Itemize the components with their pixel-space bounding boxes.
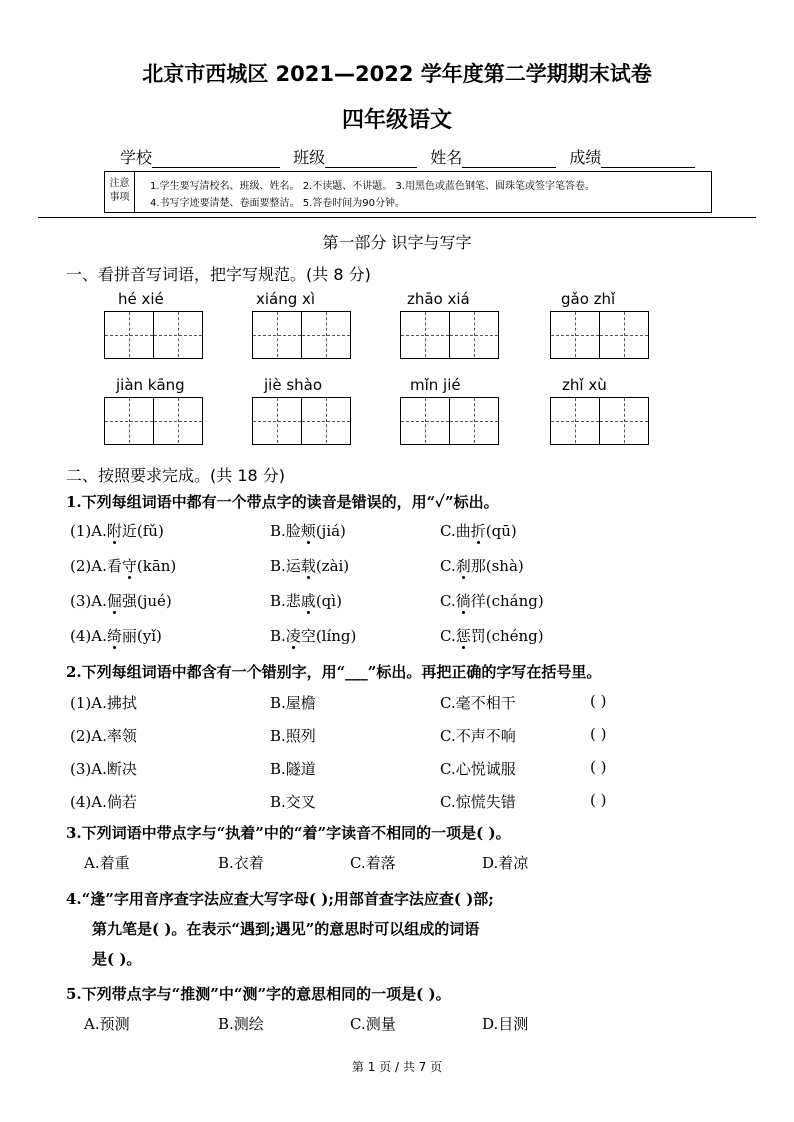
- dotted-char: 附: [106, 522, 122, 540]
- q1-row-3: [70, 590, 172, 611]
- dotted-char: 刹: [455, 557, 471, 575]
- answer-bracket[interactable]: ( ): [590, 758, 607, 776]
- q3-option-d[interactable]: [482, 852, 528, 873]
- pinyin-2: xiáng xì: [256, 290, 316, 308]
- q1-r4-b-suffix: 空(líng): [300, 627, 357, 645]
- q1-r4-a-suffix: 丽(yǐ): [121, 627, 162, 645]
- part-title: 第一部分 识字与写字: [322, 233, 472, 252]
- pinyin-3: zhāo xiá: [407, 290, 470, 308]
- q2-r2-c: C.不声不响: [440, 727, 516, 745]
- q5-option-a[interactable]: A.预测: [84, 1015, 130, 1033]
- q1-row-2: [70, 555, 176, 576]
- q1-row-4-b: [270, 625, 356, 646]
- divider: [38, 217, 756, 218]
- question-4-line-1: 4.“逢”字用音序查字法应查大写字母( );用部首查字法应查( )部;: [66, 890, 494, 908]
- q1-r4-a-prefix: (4)A.: [70, 627, 107, 645]
- q2-r4-c: C.惊慌失错: [440, 793, 516, 811]
- q1-r1-a-suffix: 近(fǔ): [121, 522, 164, 540]
- q1-r4-c-prefix: C.: [440, 627, 456, 645]
- name-field[interactable]: [462, 151, 556, 168]
- writing-grid[interactable]: [252, 311, 351, 359]
- page-footer: 第 1 页 / 共 7 页: [351, 1060, 443, 1074]
- dotted-char: 倔: [106, 592, 122, 610]
- question-2: 2.下列每组词语中都含有一个错别字，用“___”标出。再把正确的字写在括号里。: [66, 663, 602, 681]
- class-field[interactable]: [325, 151, 417, 168]
- q1-r3-c-suffix: 徉(cháng): [470, 592, 544, 610]
- notes-label-1: 注意: [109, 178, 130, 189]
- dotted-char: 载: [300, 557, 316, 575]
- name-label: 姓名: [430, 148, 463, 167]
- exam-title: 北京市西城区 2021—2022 学年度第二学期期末试卷: [142, 62, 652, 86]
- question-4-line-3: 是( )。: [92, 950, 142, 968]
- q3-option-c[interactable]: [350, 852, 396, 873]
- pinyin-8: zhǐ xù: [562, 376, 607, 394]
- q1-r1-c-prefix: C.曲: [440, 522, 471, 540]
- q1-row-2-b: [270, 555, 349, 576]
- q1-r1-b-suffix: (jiá): [315, 522, 346, 540]
- writing-grid[interactable]: [104, 311, 203, 359]
- q1-r2-c-suffix: 那(shà): [470, 557, 524, 575]
- question-4-line-2: 第九笔是( )。在表示“遇到;遇见”的意思时可以组成的词语: [92, 920, 480, 938]
- notes-line-1: 1.学生要写清校名、班级、姓名。 2.不读题、不讲题。 3.用黑色或蓝色钢笔、圆珠笔或签字笔答卷。: [150, 181, 595, 192]
- writing-grid[interactable]: [550, 311, 649, 359]
- dotted-char: 惩: [455, 627, 471, 645]
- school-field[interactable]: [152, 151, 280, 168]
- dotted-char: 绮: [106, 627, 122, 645]
- section2-title: 二、按照要求完成。(共 18 分): [66, 466, 286, 485]
- score-field[interactable]: [601, 151, 695, 168]
- q2-r3-c: C.心悦诚服: [440, 760, 516, 778]
- q1-r2-a-suffix: (kān): [136, 557, 177, 575]
- q1-row-2-c: [440, 555, 524, 576]
- q1-r1-c-suffix: (qū): [485, 522, 517, 540]
- question-1: 1.下列每组词语中都有一个带点字的读音是错误的，用“✓”标出。: [66, 493, 499, 511]
- q1-row-3-b: [270, 590, 342, 611]
- q1-row-1-b: [270, 520, 346, 541]
- q1-row-3-c: [440, 590, 544, 611]
- q1-r3-b-suffix: (qì): [315, 592, 342, 610]
- writing-grid[interactable]: [550, 397, 649, 445]
- q2-r1-b: B.屋檐: [270, 694, 316, 712]
- q3-option-a[interactable]: [84, 852, 130, 873]
- q1-row-1: [70, 520, 164, 541]
- exam-subtitle: 四年级语文: [341, 108, 452, 133]
- q3-option-c-text: C.着落: [350, 854, 396, 872]
- pinyin-4: gǎo zhǐ: [561, 290, 616, 308]
- q1-row-4-c: [440, 625, 544, 646]
- pinyin-1: hé xié: [118, 290, 164, 308]
- q3-option-a-text: A.着重: [84, 854, 130, 872]
- q1-r4-c-suffix: 罚(chéng): [470, 627, 544, 645]
- pinyin-6: jiè shào: [264, 376, 323, 394]
- q1-r2-c-prefix: C.: [440, 557, 456, 575]
- q1-r2-b-prefix: B.运: [270, 557, 301, 575]
- q2-r1-c: C.毫不相干: [440, 694, 516, 712]
- q1-r3-a-suffix: 强(jué): [121, 592, 172, 610]
- notes-box: [104, 171, 712, 213]
- q2-r4-b: B.交叉: [270, 793, 316, 811]
- q1-r3-a-prefix: (3)A.: [70, 592, 107, 610]
- pinyin-5: jiàn kāng: [116, 376, 185, 394]
- q1-r3-c-prefix: C.: [440, 592, 456, 610]
- q1-row-4: [70, 625, 162, 646]
- q3-option-d-text: D.着凉: [482, 854, 529, 872]
- dotted-char: 颊: [300, 522, 316, 540]
- q2-r4-a: (4)A.倘若: [70, 793, 137, 811]
- q3-option-b-text: B.衣着: [218, 854, 264, 872]
- dotted-char: 凌: [285, 627, 301, 645]
- q1-r2-b-suffix: (zài): [315, 557, 350, 575]
- writing-grid[interactable]: [400, 311, 499, 359]
- answer-bracket[interactable]: ( ): [590, 692, 607, 710]
- dotted-char: 守: [121, 557, 137, 575]
- notes-label-2: 事项: [109, 192, 130, 203]
- writing-grid[interactable]: [400, 397, 499, 445]
- q2-r3-a: (3)A.断决: [70, 760, 137, 778]
- q1-r1-a-prefix: (1)A.: [70, 522, 107, 540]
- answer-bracket[interactable]: ( ): [590, 725, 607, 743]
- q2-r2-b: B.照列: [270, 727, 316, 745]
- q2-r1-a: (1)A.拂拭: [70, 694, 137, 712]
- q1-row-1-c: [440, 520, 517, 541]
- class-label: 班级: [293, 148, 326, 167]
- dotted-char: 戚: [300, 592, 316, 610]
- answer-bracket[interactable]: ( ): [590, 791, 607, 809]
- question-3: 3.下列词语中带点字与“执着”中的“着”字读音不相同的一项是( )。: [66, 824, 511, 842]
- dotted-char: 折: [470, 522, 486, 540]
- q2-r3-b: B.隧道: [270, 760, 316, 778]
- q1-r3-b-prefix: B.悲: [270, 592, 301, 610]
- q1-r1-b-prefix: B.脸: [270, 522, 301, 540]
- q1-r2-a-prefix: (2)A.看: [70, 557, 122, 575]
- section1-title: 一、看拼音写词语，把字写规范。(共 8 分): [66, 265, 371, 284]
- q5-option-d[interactable]: D.目测: [482, 1015, 529, 1033]
- dotted-char: 徜: [455, 592, 471, 610]
- school-label: 学校: [120, 148, 153, 167]
- q3-option-b[interactable]: [218, 852, 264, 873]
- q2-r2-a: (2)A.率领: [70, 727, 137, 745]
- pinyin-7: mǐn jié: [410, 376, 461, 394]
- q1-r4-b-prefix: B.: [270, 627, 286, 645]
- notes-line-2: 4.书写字迹要清楚、卷面要整洁。 5.答卷时间为90分钟。: [150, 198, 405, 209]
- notes-label: [105, 172, 135, 212]
- writing-grid[interactable]: [104, 397, 203, 445]
- q5-option-c[interactable]: C.测量: [350, 1015, 396, 1033]
- writing-grid[interactable]: [252, 397, 351, 445]
- student-info-row: [120, 145, 695, 168]
- question-5: 5.下列带点字与“推测”中“测”字的意思相同的一项是( )。: [66, 985, 451, 1003]
- score-label: 成绩: [569, 148, 602, 167]
- q5-option-b[interactable]: B.测绘: [218, 1015, 264, 1033]
